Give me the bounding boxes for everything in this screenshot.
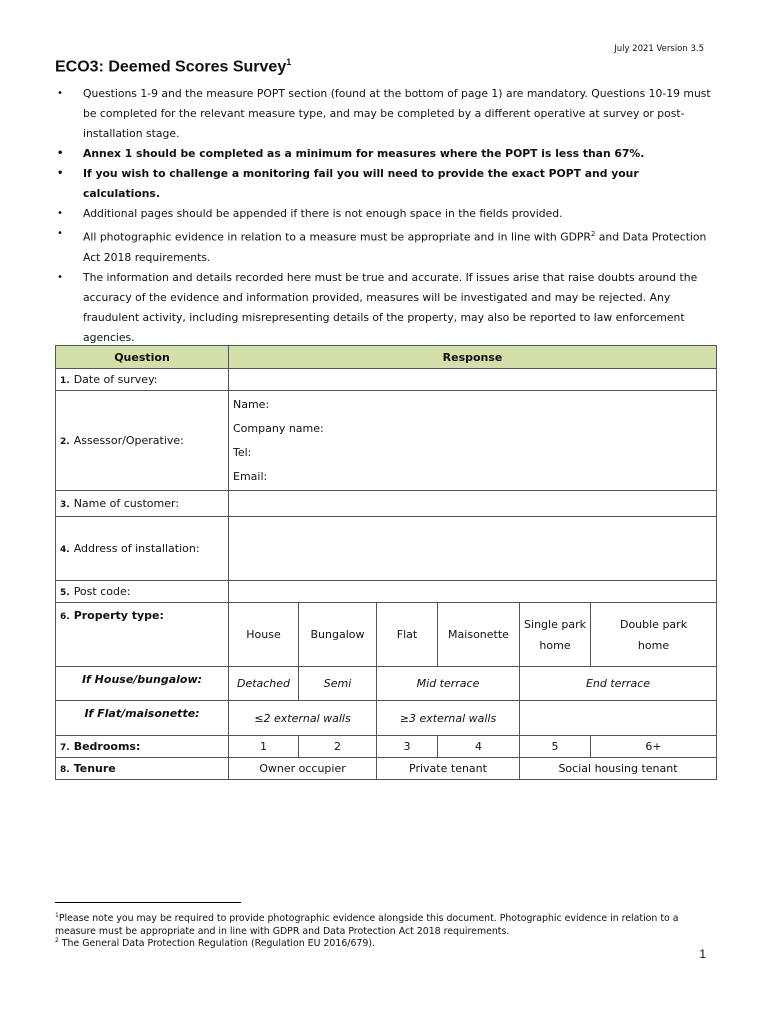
- post-code-field[interactable]: [229, 581, 717, 603]
- table-row: [56, 517, 717, 581]
- table-row: [56, 667, 717, 701]
- instructions-list: [55, 84, 715, 348]
- flat-option-3-walls[interactable]: ≥3 external walls: [377, 701, 520, 736]
- table-header-row: [56, 346, 717, 369]
- bedrooms-option-1[interactable]: 1: [229, 736, 299, 758]
- property-option-bungalow[interactable]: Bungalow: [299, 603, 377, 667]
- q6-label: 6. Property type:: [56, 603, 229, 667]
- tenure-option-private-tenant[interactable]: Private tenant: [377, 758, 520, 780]
- flat-option-2-walls[interactable]: ≤2 external walls: [229, 701, 377, 736]
- house-option-detached[interactable]: Detached: [229, 667, 299, 701]
- table-row: [56, 758, 717, 780]
- table-row: [56, 603, 717, 667]
- q5-label: 5. Post code:: [56, 581, 229, 603]
- property-option-double-park-home[interactable]: Double park home: [591, 603, 717, 667]
- table-row: [56, 581, 717, 603]
- assessor-field[interactable]: [229, 391, 717, 491]
- q1-label: 1. Date of survey:: [56, 369, 229, 391]
- footnote-1: $^1$Please note you may be required to provide photographic evidence alongside this document. Photographic evidence in relation to a measure must be appropriate and in line with GDPR and Data Protection Act 2018 requirements.: [55, 912, 679, 937]
- response-header: Response: [229, 346, 717, 369]
- tenure-option-social-housing[interactable]: Social housing tenant: [520, 758, 717, 780]
- installation-address-field[interactable]: [229, 517, 717, 581]
- footnote-ref: 1: [286, 57, 292, 67]
- table-row: [56, 701, 717, 736]
- version-label: July 2021 Version 3.5: [614, 44, 704, 54]
- bedrooms-option-6-plus[interactable]: 6+: [591, 736, 717, 758]
- footnote-2: $^2$ The General Data Protection Regulation (Regulation EU 2016/679).: [55, 937, 375, 950]
- flat-option-empty: [520, 701, 717, 736]
- instruction-item: • Questions 1-9 and the measure POPT section (found at the bottom of page 1) are mandatory. Questions 10-19 must be completed for the relevant measure type, and may be completed by a different operative at survey or post-installation stage.: [55, 84, 715, 144]
- bedrooms-option-3[interactable]: 3: [377, 736, 438, 758]
- footnote-divider: [55, 902, 241, 903]
- page-title: ECO3: Deemed Scores Survey$^1$: [55, 57, 292, 76]
- q2-label: 2. Assessor/Operative:: [56, 391, 229, 491]
- table-row: [56, 369, 717, 391]
- table-row: [56, 736, 717, 758]
- q4-label: 4. Address of installation:: [56, 517, 229, 581]
- instruction-item: • All photographic evidence in relation to a measure must be appropriate and in line with GDPR$^2$ and Data Protection Act 2018 requirements.: [55, 224, 715, 268]
- bedrooms-option-4[interactable]: 4: [438, 736, 520, 758]
- date-of-survey-field[interactable]: [229, 369, 717, 391]
- table-row: [56, 391, 717, 491]
- tenure-option-owner-occupier[interactable]: Owner occupier: [229, 758, 377, 780]
- instruction-item: • If you wish to challenge a monitoring fail you will need to provide the exact POPT and your calculations.: [55, 164, 715, 204]
- bedrooms-option-5[interactable]: 5: [520, 736, 591, 758]
- house-option-mid-terrace[interactable]: Mid terrace: [377, 667, 520, 701]
- assessor-email-field[interactable]: Email:: [233, 469, 268, 483]
- footnote-ref: 2: [590, 230, 596, 238]
- q8-label: 8. Tenure: [56, 758, 229, 780]
- table-row: [56, 491, 717, 517]
- property-option-house[interactable]: House: [229, 603, 299, 667]
- question-header: Question: [56, 346, 229, 369]
- flat-maisonette-label: If Flat/maisonette:: [56, 701, 229, 736]
- q3-label: 3. Name of customer:: [56, 491, 229, 517]
- instruction-item: • Additional pages should be appended if there is not enough space in the fields provided.: [55, 204, 715, 224]
- instruction-item: • The information and details recorded here must be true and accurate. If issues arise that raise doubts around the accuracy of the evidence and information provided, measures will be investigated and may be rejected. Any fraudulent activity, including misrepresenting details of the property, may also be reported to law enforcement agencies.: [55, 268, 715, 348]
- assessor-tel-field[interactable]: Tel:: [233, 445, 252, 459]
- bedrooms-option-2[interactable]: 2: [299, 736, 377, 758]
- page-number: 1: [699, 947, 706, 961]
- house-option-end-terrace[interactable]: End terrace: [520, 667, 717, 701]
- q7-label: 7. Bedrooms:: [56, 736, 229, 758]
- assessor-name-field[interactable]: Name:: [233, 397, 270, 411]
- house-option-semi[interactable]: Semi: [299, 667, 377, 701]
- house-bungalow-label: If House/bungalow:: [56, 667, 229, 701]
- survey-table: [55, 345, 717, 780]
- property-option-flat[interactable]: Flat: [377, 603, 438, 667]
- instruction-item: • Annex 1 should be completed as a minimum for measures where the POPT is less than 67%.: [55, 144, 715, 164]
- customer-name-field[interactable]: [229, 491, 717, 517]
- assessor-company-field[interactable]: Company name:: [233, 421, 324, 435]
- property-option-maisonette[interactable]: Maisonette: [438, 603, 520, 667]
- property-option-single-park-home[interactable]: Single park home: [520, 603, 591, 667]
